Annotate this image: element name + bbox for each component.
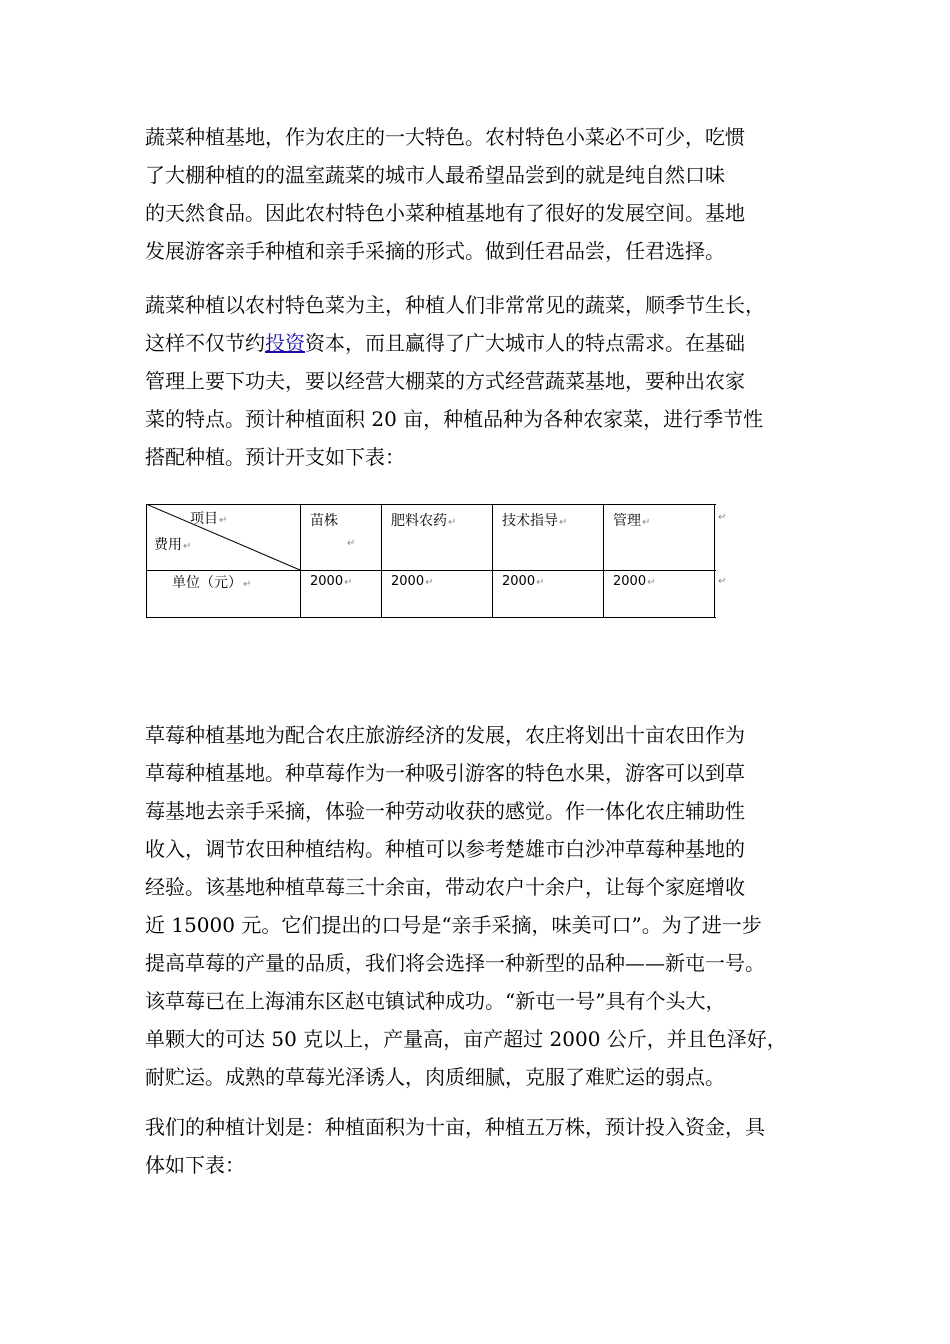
column-header: 苗株	[310, 513, 338, 529]
table-border-bottom	[146, 617, 716, 618]
text-line: 草莓种植基地为配合农庄旅游经济的发展，农庄将划出十亩农田作为	[145, 723, 745, 747]
paragraph-strawberry	[145, 716, 835, 1096]
text-line: 蔬菜种植以农村特色菜为主，种植人们非常常见的蔬菜，顺季节生长，	[145, 293, 765, 317]
paragraph-vegetable-intro	[145, 118, 835, 270]
text-line: 莓基地去亲手采摘，体验一种劳动收获的感觉。作一体化农庄辅助性	[145, 799, 745, 823]
text-segment: 资本，而且赢得了广大城市人的特点需求。在基础	[305, 331, 745, 355]
text-line: 了大棚种植的的温室蔬菜的城市人最希望品尝到的就是纯自然口味	[145, 163, 725, 187]
column-header: 肥料农药↵	[391, 513, 457, 529]
row-label-unit: 单位（元）↵	[172, 575, 252, 591]
row-end-mark: ↵	[718, 512, 727, 523]
text-line: 收入，调节农田种植结构。种植可以参考楚雄市白沙冲草莓种基地的	[145, 837, 745, 861]
text-line: 经验。该基地种植草莓三十余亩，带动农户十余户，让每个家庭增收	[145, 875, 745, 899]
investment-link[interactable]: 投资	[265, 331, 305, 355]
text-line: 单颗大的可达 50 克以上，产量高，亩产超过 2000 公斤，并且色泽好，	[145, 1027, 787, 1051]
text-line: 该草莓已在上海浦东区赵屯镇试种成功。“新屯一号”具有个头大，	[145, 989, 726, 1013]
text-line: 蔬菜种植基地，作为农庄的一大特色。农村特色小菜必不可少，吃惯	[145, 125, 745, 149]
text-line: 草莓种植基地。种草莓作为一种吸引游客的特色水果，游客可以到草	[145, 761, 745, 785]
text-line: 的天然食品。因此农村特色小菜种植基地有了很好的发展空间。基地	[145, 201, 745, 225]
table-col-divider	[381, 504, 382, 618]
paragraph-plan-intro	[145, 1108, 835, 1184]
text-line: 提高草莓的产量的品质，我们将会选择一种新型的品种——新屯一号。	[145, 951, 765, 975]
text-line: 菜的特点。预计种植面积 20 亩，种植品种为各种农家菜，进行季节性	[145, 407, 764, 431]
column-header: 技术指导↵	[502, 513, 568, 529]
text-line: 耐贮运。成熟的草莓光泽诱人，肉质细腻，克服了难贮运的弱点。	[145, 1065, 725, 1089]
cost-value: 2000↵	[310, 574, 353, 589]
paragraph-vegetable-plan	[145, 286, 835, 476]
cost-value: 2000↵	[391, 574, 434, 589]
text-line	[145, 324, 835, 362]
row-end-mark: ↵	[718, 576, 727, 587]
text-line: 我们的种植计划是：种植面积为十亩，种植五万株，预计投入资金，具	[145, 1115, 765, 1139]
cost-value: 2000↵	[613, 574, 656, 589]
table-col-divider	[603, 504, 604, 618]
text-segment: 这样不仅节约	[145, 331, 265, 355]
paragraph-mark: ↵	[347, 538, 356, 549]
corner-label-project: 项目↵	[190, 511, 228, 527]
text-line: 近 15000 元。它们提出的口号是“亲手采摘，味美可口”。为了进一步	[145, 913, 762, 937]
cost-value: 2000↵	[502, 574, 545, 589]
text-line: 发展游客亲手种植和亲手采摘的形式。做到任君品尝，任君选择。	[145, 239, 725, 263]
table-col-divider	[492, 504, 493, 618]
corner-label-cost: 费用↵	[154, 537, 192, 553]
column-header: 管理↵	[613, 513, 651, 529]
cost-table	[146, 504, 727, 618]
table-border-right	[714, 504, 715, 618]
text-line: 体如下表：	[145, 1153, 245, 1177]
text-line: 搭配种植。预计开支如下表：	[145, 445, 405, 469]
text-line: 管理上要下功夫，要以经营大棚菜的方式经营蔬菜基地，要种出农家	[145, 369, 745, 393]
